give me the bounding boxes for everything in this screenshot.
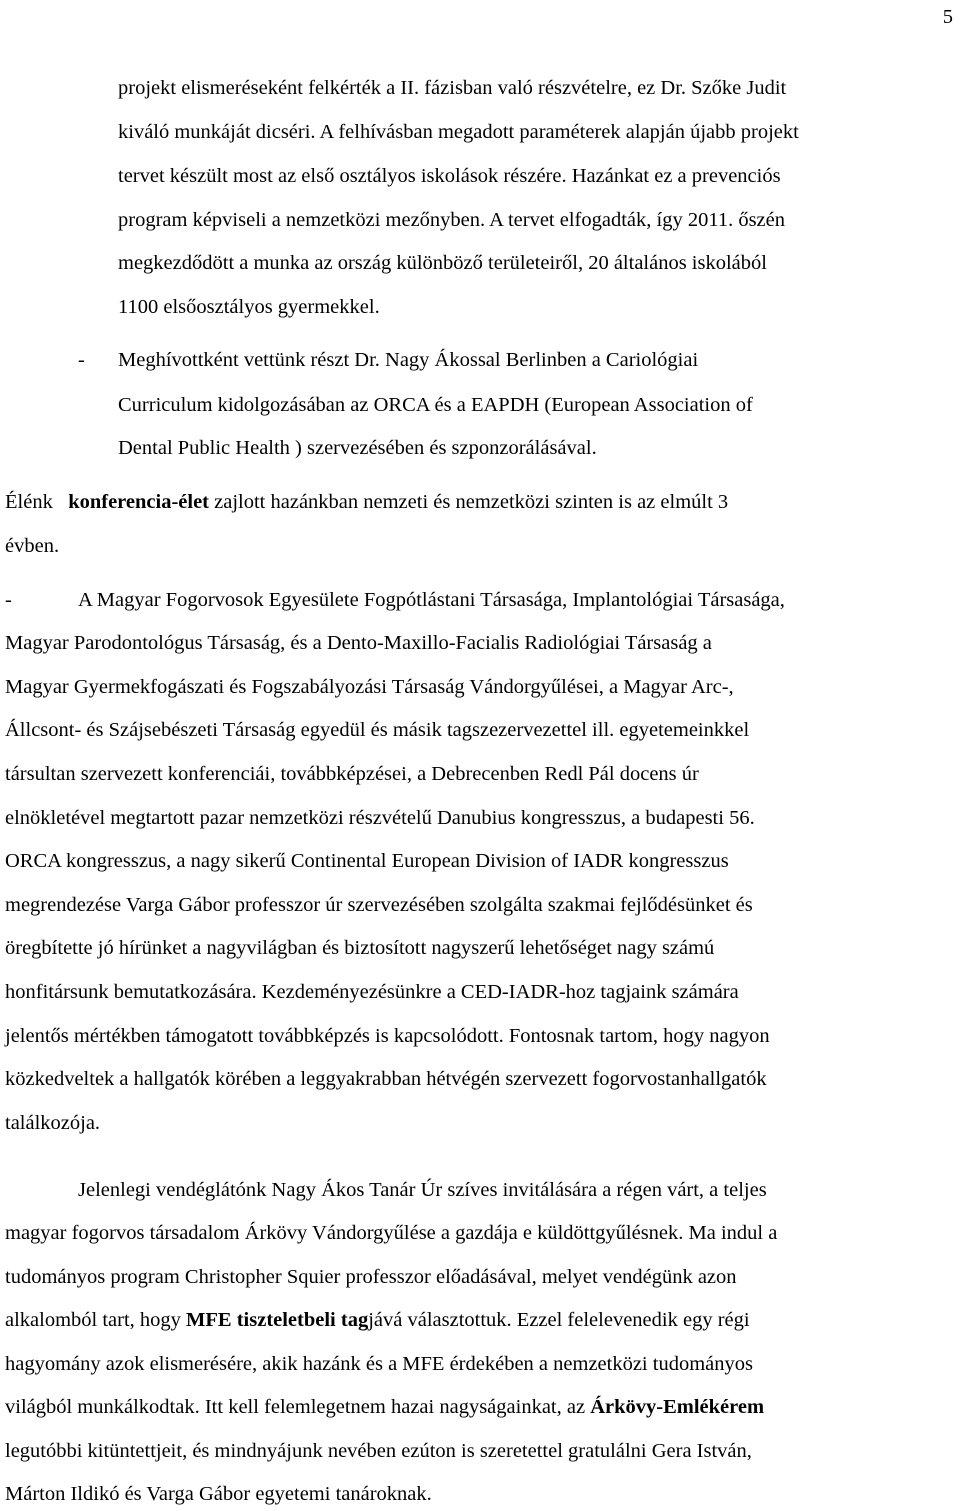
bullet2-line-12: közkedveltek a hallgatók körében a leggyakrabban hétvégén szervezett fogorvostanhallgatók <box>5 1068 767 1090</box>
bullet2-line-3: Magyar Gyermekfogászati és Fogszabályozási Társaság Vándorgyűlései, a Magyar Arc-, <box>5 676 734 698</box>
bullet2-line-4: Állcsont- és Szájsebészeti Társaság egyedül és másik tagszezervezettel ill. egyetemeinkkel <box>5 719 750 741</box>
para3-line-1: Jelenlegi vendéglátónk Nagy Ákos Tanár Úr szíves invitálására a régen várt, a teljes <box>78 1179 767 1201</box>
para2-rest: zajlott hazánkban nemzeti és nemzetközi szinten is az elmúlt 3 <box>214 491 729 513</box>
para3-l6-bold: Árkövy-Emlékérem <box>590 1396 765 1418</box>
para1-line-6: 1100 elsőosztályos gyermekkel. <box>118 296 380 318</box>
bullet1-dash: - <box>78 349 85 371</box>
para2-line-2: évben. <box>5 535 60 557</box>
bullet1-line-2: Curriculum kidolgozásában az ORCA és a EAPDH (European Association of <box>118 394 753 416</box>
bullet2-dash: - <box>5 589 12 611</box>
bullet2-line-9: öregbítette jó hírünket a nagyvilágban és biztosított nagyszerű lehetőséget nagy számú <box>5 937 715 959</box>
para3-line-2: magyar fogorvos társadalom Árkövy Vándorgyűlése a gazdája e küldöttgyűlésnek. Ma indul a <box>5 1222 778 1244</box>
para3-l4-bold: MFE tiszteletbeli tag <box>186 1309 369 1331</box>
para3-line-3: tudományos program Christopher Squier professzor előadásával, melyet vendégünk azon <box>5 1266 737 1288</box>
bullet2-line-13: találkozója. <box>5 1112 101 1134</box>
bullet2-line-7: ORCA kongresszus, a nagy sikerű Continental European Division of IADR kongresszus <box>5 850 729 872</box>
page-number: 5 <box>942 6 953 28</box>
para1-line-4: program képviseli a nemzetközi mezőnyben. A tervet elfogadták, így 2011. őszén <box>118 209 785 231</box>
bullet2-line-5: társultan szervezett konferenciái, továbbképzései, a Debrecenben Redl Pál docens úr <box>5 763 699 785</box>
bullet2-line-11: jelentős mértékben támogatott továbbképzés is kapcsolódott. Fontosnak tartom, hogy nagyon <box>5 1025 770 1047</box>
bullet1-line-1: Meghívottként vettünk részt Dr. Nagy Ákossal Berlinben a Cariológiai <box>118 349 699 371</box>
bullet2-line-2: Magyar Parodontológus Társaság, és a Dento-Maxillo-Facialis Radiológiai Társaság a <box>5 632 712 654</box>
para3-line-8: Márton Ildikó és Varga Gábor egyetemi tanároknak. <box>5 1483 432 1505</box>
para3-l4-post: jává választottuk. Ezzel felelevenedik egy régi <box>368 1309 750 1331</box>
para2-bold-term: konferencia-élet <box>68 491 210 513</box>
para2-line-1 <box>5 492 728 513</box>
para1-line-3: tervet készült most az első osztályos iskolások részére. Hazánkat ez a prevenciós <box>118 165 781 187</box>
para3-line-4 <box>5 1310 750 1331</box>
para2-lead: Élénk <box>5 491 53 513</box>
bullet2-line-10: honfitársunk bemutatkozására. Kezdeményezésünkre a CED-IADR-hoz tagjaink számára <box>5 981 739 1003</box>
bullet2-line-8: megrendezése Varga Gábor professzor úr szervezésében szolgálta szakmai fejlődésünket és <box>5 894 753 916</box>
bullet1-line-3: Dental Public Health ) szervezésében és szponzorálásával. <box>118 437 597 459</box>
para1-line-1: projekt elismeréseként felkérték a II. fázisban való részvételre, ez Dr. Szőke Judit <box>118 77 787 99</box>
para1-line-2: kiváló munkáját dicséri. A felhívásban megadott paraméterek alapján újabb projekt <box>118 121 799 143</box>
para3-line-5: hagyomány azok elismerésére, akik hazánk és a MFE érdekében a nemzetközi tudományos <box>5 1353 753 1375</box>
para1-line-5: megkezdődött a munka az ország különböző területeiről, 20 általános iskolából <box>118 252 767 274</box>
bullet2-line-6: elnökletével megtartott pazar nemzetközi részvételű Danubius kongresszus, a budapesti 56. <box>5 807 755 829</box>
bullet2-line-1: A Magyar Fogorvosok Egyesülete Fogpótlástani Társasága, Implantológiai Társasága, <box>78 589 785 611</box>
para3-l6-pre: világból munkálkodtak. Itt kell felemlegetnem hazai nagyságainkat, az <box>5 1396 591 1418</box>
para3-l4-pre: alkalomból tart, hogy <box>5 1309 187 1331</box>
para3-line-7: legutóbbi kitüntettjeit, és mindnyájunk nevében ezúton is szeretettel gratulálni Gera István, <box>5 1440 752 1462</box>
para3-line-6 <box>5 1397 764 1418</box>
